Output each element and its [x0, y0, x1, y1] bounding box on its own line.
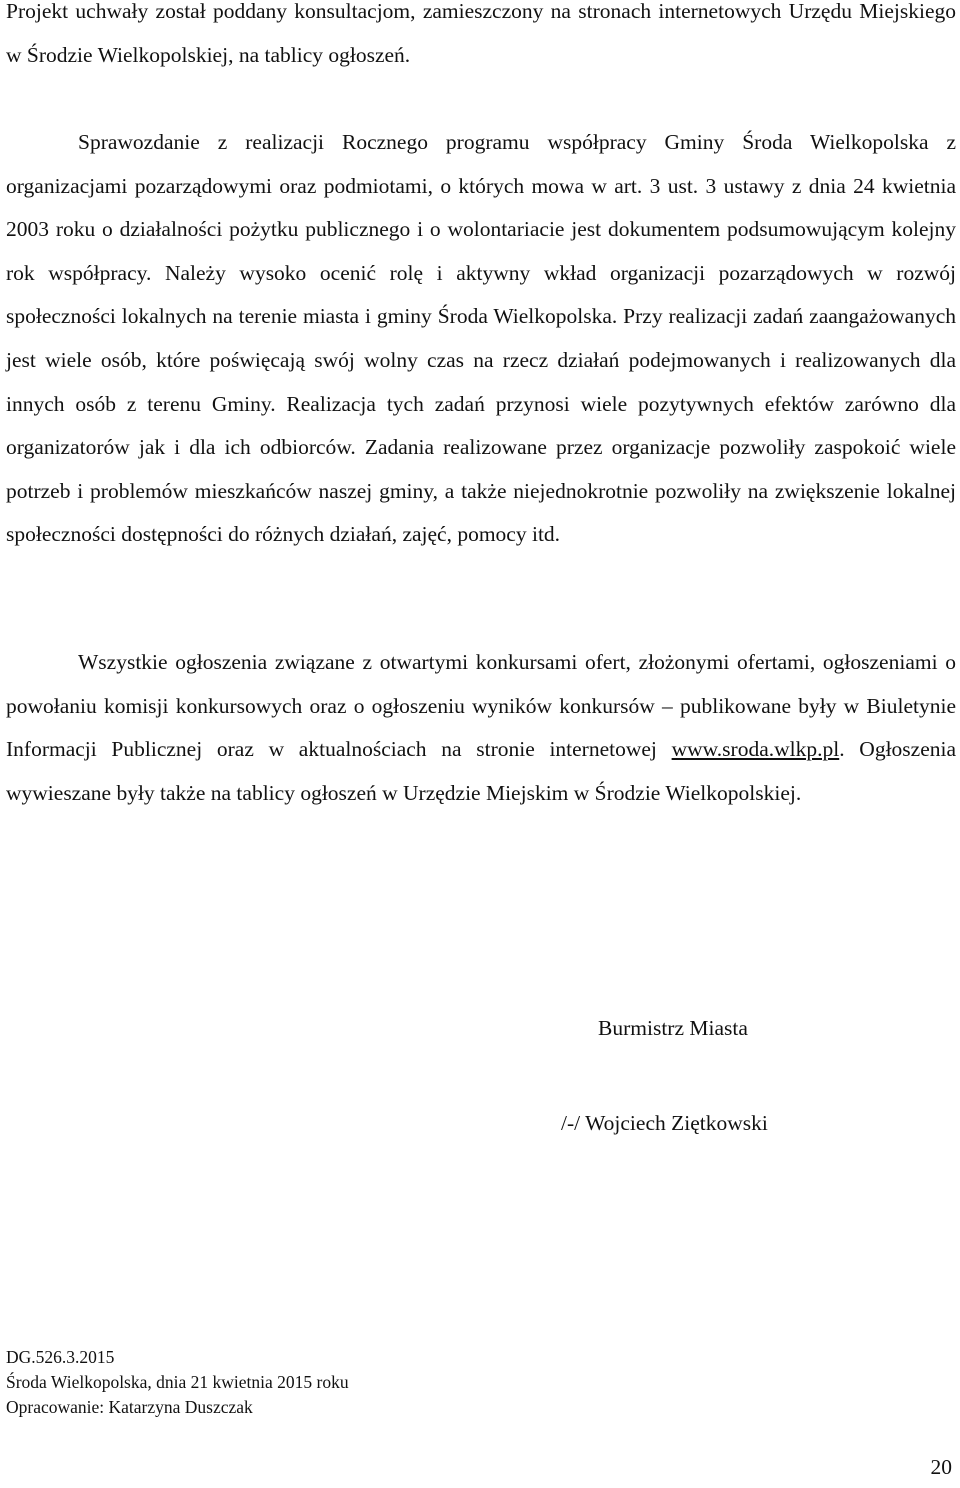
paragraph-report-summary: Sprawozdanie z realizacji Rocznego programu współpracy Gminy Środa Wielkopolska z organizacjami pozarządowymi oraz podmiotami, o których mowa w art. 3 ust. 3 ustawy z dnia 24 kwietnia 2003 roku o działalności pożytku publicznego i o wolontariacie jest dokumentem podsumowującym kolejny rok współpracy. Należy wysoko ocenić rolę i aktywny wkład organizacji pozarządowych w rozwój społeczności lokalnych na terenie miasta i gminy Środa Wielkopolska. Przy realizacji zadań zaangażowanych jest wiele osób, które poświęcają swój wolny czas na rzecz działań podejmowanych i realizowanych dla innych osób z terenu Gminy. Realizacja tych zadań przynosi wiele pozytywnych efektów zarówno dla organizatorów jak i dla ich odbiorców. Zadania realizowane przez organizacje pozwoliły zaspokoić wiele potrzeb i problemów mieszkańców naszej gminy, a także niejednokrotnie pozwoliły na zwiększenie lokalnej społeczności dostępności do różnych działań, zajęć, pomocy itd. [6, 130, 956, 547]
page-number: 20 [930, 1455, 952, 1479]
place-and-date: Środa Wielkopolska, dnia 21 kwietnia 2015 roku [6, 1372, 349, 1392]
prepared-by: Opracowanie: Katarzyna Duszczak [6, 1397, 253, 1417]
announcements-text-start: Wszystkie ogłoszenia związane z otwartymi konkursami ofert, złożonymi ofertami, ogłoszeniami o powołaniu komisji konkursowych oraz o ogłoszeniu wyników konkursów – publikowane były w Biuletynie Informacji Publicznej oraz w aktualnościach na stronie internetowej [6, 650, 956, 762]
paragraph-announcements [6, 641, 956, 815]
signature-name: /-/ Wojciech Ziętkowski [561, 1111, 768, 1135]
signature-title: Burmistrz Miasta [598, 1016, 748, 1040]
website-link[interactable]: www.sroda.wlkp.pl [671, 737, 840, 762]
reference-number: DG.526.3.2015 [6, 1347, 115, 1367]
announcements-text-end: . Ogłoszenia wywieszane były także na tablicy ogłoszeń w Urzędzie Miejskim w Środzie Wielkopolskiej. [6, 737, 957, 805]
paragraph-consultation: Projekt uchwały został poddany konsultacjom, zamieszczony na stronach internetowych Urzędu Miejskiego w Środzie Wielkopolskiej, na tablicy ogłoszeń. [6, 0, 956, 67]
document-footer [6, 1345, 349, 1420]
